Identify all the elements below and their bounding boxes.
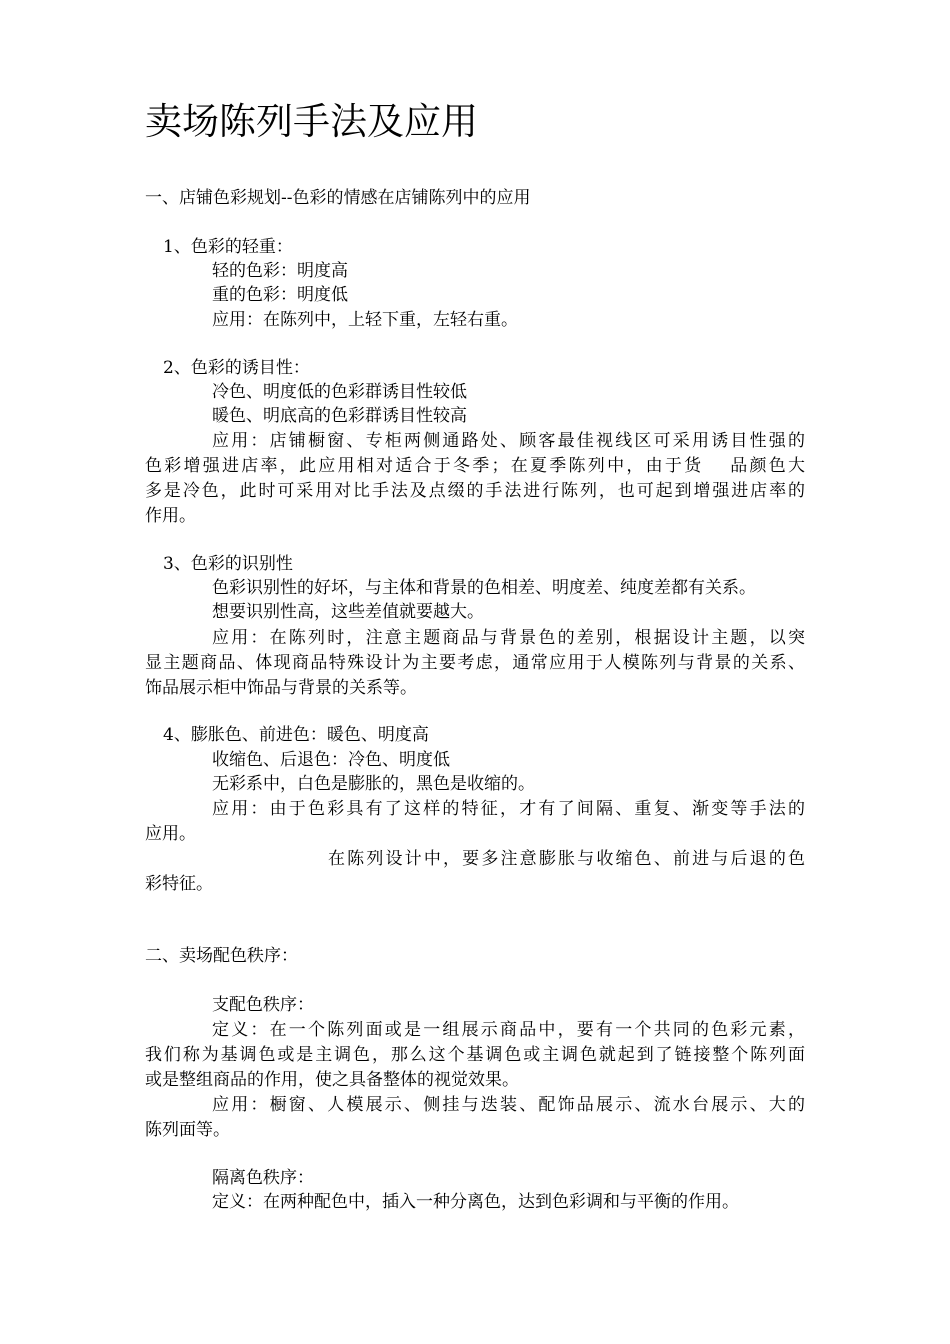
paragraph-line: 作用。 bbox=[145, 506, 196, 526]
paragraph-line: 显主题商品、体现商品特殊设计为主要考虑，通常应用于人模陈列与背景的关系、 bbox=[145, 653, 805, 673]
subsection-1-4-heading: 4、膨胀色、前进色：暖色、明度高 bbox=[163, 725, 429, 745]
paragraph-line: 定义：在一个陈列面或是一组展示商品中，要有一个共同的色彩元素， bbox=[212, 1020, 805, 1040]
subsection-1-3-heading: 3、色彩的识别性 bbox=[163, 554, 293, 574]
subsection-2-1-heading: 支配色秩序： bbox=[212, 995, 314, 1015]
paragraph-line: 应用：在陈列中，上轻下重，左轻右重。 bbox=[212, 310, 518, 330]
paragraph-line: 饰品展示柜中饰品与背景的关系等。 bbox=[145, 678, 417, 698]
paragraph-line: 收缩色、后退色：冷色、明度低 bbox=[212, 750, 450, 770]
paragraph-line: 彩特征。 bbox=[145, 874, 213, 894]
paragraph-line: 色彩识别性的好坏，与主体和背景的色相差、明度差、纯度差都有关系。 bbox=[212, 578, 756, 598]
paragraph-line: 应用：橱窗、人模展示、侧挂与迭装、配饰品展示、流水台展示、大的 bbox=[212, 1095, 805, 1115]
paragraph-line: 暖色、明底高的色彩群诱目性较高 bbox=[212, 406, 467, 426]
paragraph-line: 应用：店铺橱窗、专柜两侧通路处、顾客最佳视线区可采用诱目性强的 bbox=[212, 431, 805, 451]
paragraph-line: 多是冷色，此时可采用对比手法及点缀的手法进行陈列，也可起到增强进店率的 bbox=[145, 481, 805, 501]
paragraph-line: 想要识别性高，这些差值就要越大。 bbox=[212, 602, 484, 622]
subsection-1-1-heading: 1、色彩的轻重： bbox=[163, 237, 293, 257]
paragraph-line: 轻的色彩：明度高 bbox=[212, 261, 348, 281]
paragraph-line: 冷色、明度低的色彩群诱目性较低 bbox=[212, 382, 467, 402]
paragraph-line: 无彩系中，白色是膨胀的，黑色是收缩的。 bbox=[212, 774, 535, 794]
paragraph-line: 应用。 bbox=[145, 824, 196, 844]
paragraph-line: 重的色彩：明度低 bbox=[212, 285, 348, 305]
paragraph-line: 我们称为基调色或是主调色，那么这个基调色或主调色就起到了链接整个陈列面 bbox=[145, 1045, 805, 1065]
paragraph-line: 应用：由于色彩具有了这样的特征，才有了间隔、重复、渐变等手法的 bbox=[212, 799, 805, 819]
paragraph-line: 应用：在陈列时，注意主题商品与背景色的差别，根据设计主题，以突 bbox=[212, 628, 805, 648]
document-title: 卖场陈列手法及应用 bbox=[145, 100, 478, 143]
subsection-1-2-heading: 2、色彩的诱目性： bbox=[163, 358, 310, 378]
subsection-2-2-heading: 隔离色秩序： bbox=[212, 1168, 314, 1188]
paragraph-line: 或是整组商品的作用，使之具备整体的视觉效果。 bbox=[145, 1070, 519, 1090]
paragraph-line: 陈列面等。 bbox=[145, 1120, 230, 1140]
section-1-heading: 一、店铺色彩规划--色彩的情感在店铺陈列中的应用 bbox=[145, 188, 531, 208]
paragraph-line: 色彩增强进店率，此应用相对适合于冬季；在夏季陈列中，由于货 品颜色大 bbox=[145, 456, 805, 476]
section-2-heading: 二、卖场配色秩序： bbox=[145, 946, 298, 966]
paragraph-line: 定义：在两种配色中，插入一种分离色，达到色彩调和与平衡的作用。 bbox=[212, 1192, 739, 1212]
paragraph-line: 在陈列设计中，要多注意膨胀与收缩色、前进与后退的色 bbox=[328, 849, 805, 869]
